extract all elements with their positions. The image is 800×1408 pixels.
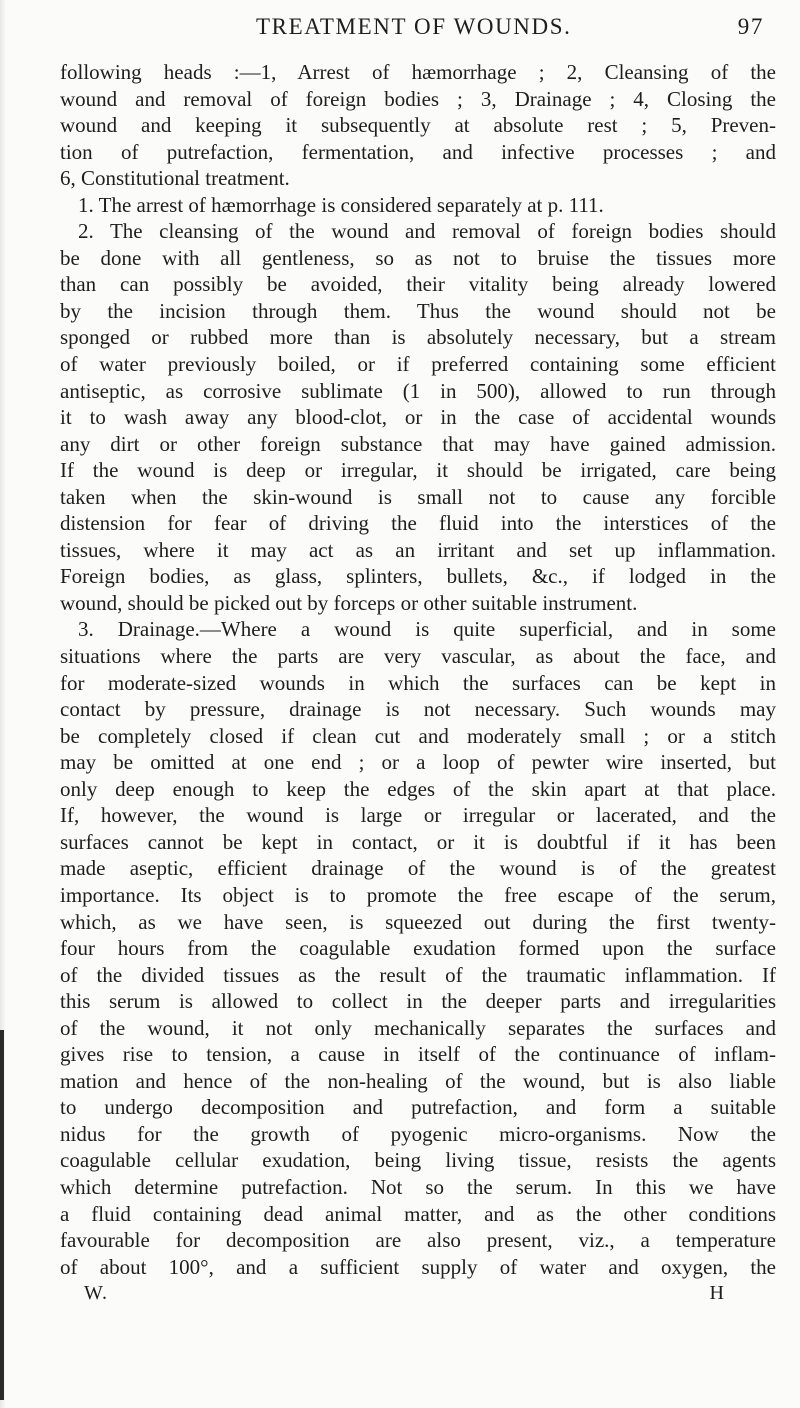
text-line: taken when the skin-wound is small not to cause any forcible: [60, 484, 776, 509]
text-line: situations where the parts are very vascular, as about the face, and: [60, 644, 776, 669]
text-line: 1. The arrest of hæmorrhage is considered separately at p. 111.: [78, 192, 604, 217]
text-line: importance. Its object is to promote the free escape of the serum,: [60, 882, 776, 907]
text-line: only deep enough to keep the edges of the skin apart at that place.: [60, 776, 776, 801]
text-line: a fluid containing dead animal matter, and as the other conditions: [60, 1201, 776, 1226]
text-line: which, as we have seen, is squeezed out during the first twenty-: [60, 909, 776, 934]
text-line: antiseptic, as corrosive sublimate (1 in 500), allowed to run through: [60, 378, 776, 403]
binding-edge: [0, 1030, 4, 1400]
page-number: 97: [737, 14, 764, 39]
text-line: coagulable cellular exudation, being living tissue, resists the agents: [60, 1148, 776, 1173]
signature-mark-left: W.: [84, 1282, 109, 1305]
text-line: of the wound, it not only mechanically separates the surfaces and: [60, 1015, 776, 1040]
signature-line: [60, 1280, 776, 1307]
text-line: 6, Constitutional treatment.: [60, 166, 290, 191]
text-line: Foreign bodies, as glass, splinters, bullets, &c., if lodged in the: [60, 564, 776, 589]
text-line: which determine putrefaction. Not so the serum. In this we have: [60, 1174, 776, 1199]
text-line: made aseptic, efficient drainage of the wound is of the greatest: [60, 856, 776, 881]
text-line: of water previously boiled, or if preferred containing some efficient: [60, 352, 776, 377]
text-line: mation and hence of the non-healing of the wound, but is also liable: [60, 1068, 776, 1093]
text-line: surfaces cannot be kept in contact, or it is doubtful if it has been: [60, 829, 776, 854]
text-line: than can possibly be avoided, their vitality being already lowered: [60, 272, 776, 297]
text-line: for moderate-sized wounds in which the surfaces can be kept in: [60, 670, 776, 695]
text-line: it to wash away any blood-clot, or in the case of accidental wounds: [60, 405, 776, 430]
text-line: contact by pressure, drainage is not necessary. Such wounds may: [60, 697, 776, 722]
text-line: If, however, the wound is large or irregular or lacerated, and the: [60, 803, 776, 828]
text-line: wound, should be picked out by forceps or other suitable instrument.: [60, 590, 638, 615]
text-line: tion of putrefaction, fermentation, and infective processes ; and: [60, 139, 776, 164]
text-line: wound and removal of foreign bodies ; 3, Drainage ; 4, Closing the: [60, 86, 776, 111]
text-line: be completely closed if clean cut and moderately small ; or a stitch: [60, 723, 776, 748]
text-line: of about 100°, and a sufficient supply of water and oxygen, the: [60, 1254, 776, 1279]
text-line: four hours from the coagulable exudation formed upon the surface: [60, 936, 776, 961]
running-title: TREATMENT OF WOUNDS.: [256, 14, 572, 39]
text-line: gives rise to tension, a cause in itself of the continuance of inflam-: [60, 1042, 776, 1067]
text-line: tissues, where it may act as an irritant and set up inflammation.: [60, 537, 776, 562]
text-line: by the incision through them. Thus the wound should not be: [60, 298, 776, 323]
body-text: [60, 59, 776, 1307]
text-line: to undergo decomposition and putrefaction, and form a suitable: [60, 1095, 776, 1120]
signature-mark-right: H: [709, 1282, 724, 1305]
text-line: be done with all gentleness, so as not to bruise the tissues more: [60, 245, 776, 270]
text-line: favourable for decomposition are also present, viz., a temperature: [60, 1228, 776, 1253]
text-line: If the wound is deep or irregular, it should be irrigated, care being: [60, 458, 776, 483]
text-line: nidus for the growth of pyogenic micro-organisms. Now the: [60, 1121, 776, 1146]
text-line: sponged or rubbed more than is absolutely necessary, but a stream: [60, 325, 776, 350]
text-line: distension for fear of driving the fluid into the interstices of the: [60, 511, 776, 536]
text-line: any dirt or other foreign substance that may have gained admission.: [60, 431, 776, 456]
running-header: [60, 10, 770, 46]
text-line: 3. Drainage.—Where a wound is quite superficial, and in some: [78, 617, 776, 642]
text-line: of the divided tissues as the result of the traumatic inflammation. If: [60, 962, 776, 987]
text-line: may be omitted at one end ; or a loop of pewter wire inserted, but: [60, 750, 776, 775]
text-line: 2. The cleansing of the wound and removal of foreign bodies should: [78, 219, 776, 244]
text-line: this serum is allowed to collect in the deeper parts and irregularities: [60, 989, 776, 1014]
text-line: following heads :—1, Arrest of hæmorrhage ; 2, Cleansing of the: [60, 60, 776, 84]
text-line: wound and keeping it subsequently at absolute rest ; 5, Preven-: [60, 113, 776, 138]
